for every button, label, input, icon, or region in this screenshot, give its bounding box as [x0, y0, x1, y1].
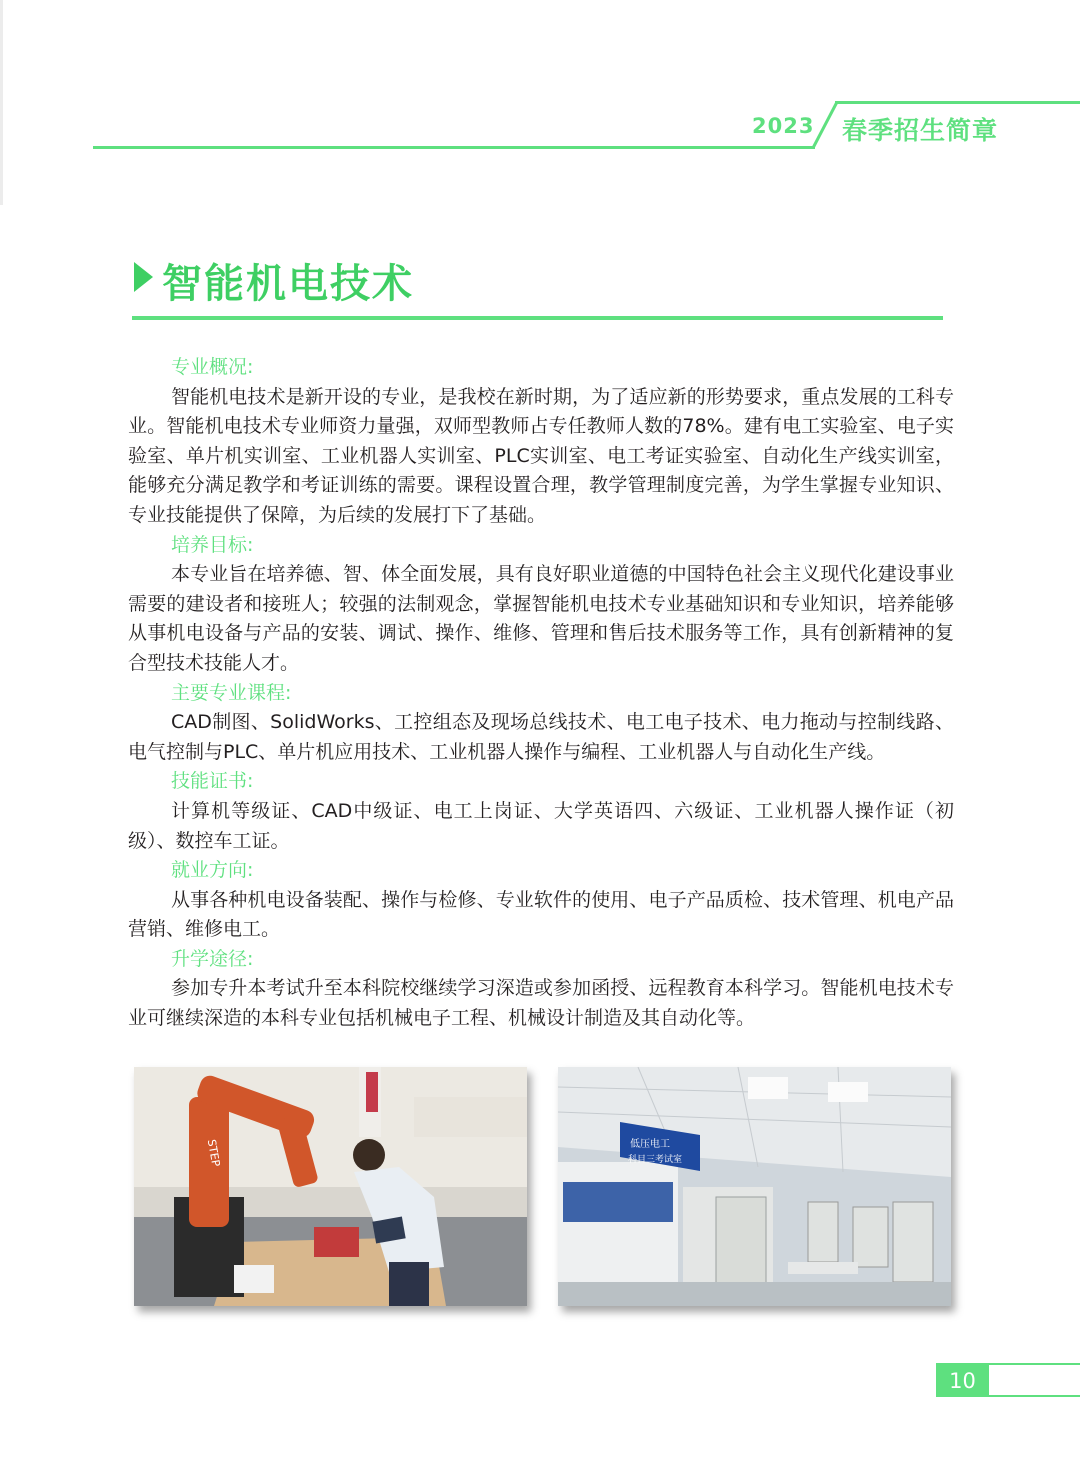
page-number-rule-top: [989, 1363, 1080, 1365]
training-goal-label: 培养目标:: [171, 533, 254, 556]
header-rule-right: [835, 101, 1080, 104]
training-goal-text: 本专业旨在培养德、智、体全面发展，具有良好职业道德的中国特色社会主义现代化建设事业需要的建设者和接班人；较强的法制观念，掌握智能机电技术专业基础知识和专业知识，培养能够从事机电设备与产品的安装、调试、操作、维修、管理和售后技术服务等工作，具有创新精神的复合型技术技能人才。: [128, 563, 954, 674]
title-arrow-icon: [134, 262, 153, 292]
employment-label: 就业方向:: [171, 859, 254, 882]
robot-arm-label: STEP: [204, 1138, 223, 1168]
further-study-label: 升学途径:: [171, 947, 254, 970]
title-underline: [132, 316, 943, 320]
further-study-text: 参加专升本考试升至本科院校继续学习深造或参加函授、远程教育本科学习。智能机电技术专业可继续深造的本科专业包括机械电子工程、机械设计制造及其自动化等。: [128, 977, 954, 1030]
page-number-rule-bottom: [989, 1395, 1080, 1397]
courses-text: CAD制图、SolidWorks、工控组态及现场总线技术、电工电子技术、电力拖动与控制线路、电气控制与PLC、单片机应用技术、工业机器人操作与编程、工业机器人与自动化生产线。: [128, 711, 954, 763]
certificates-label: 技能证书:: [171, 770, 254, 793]
employment-text: 从事各种机电设备装配、操作与检修、专业软件的使用、电子产品质检、技术管理、机电产品营销、维修电工。: [128, 888, 954, 941]
header-year: 2023: [752, 114, 815, 138]
courses-label: 主要专业课程:: [171, 681, 292, 704]
sign-line-2: 科目三考试室: [628, 1155, 683, 1165]
sign-line-1: 低压电工: [630, 1139, 670, 1150]
overview-label: 专业概况:: [171, 356, 254, 378]
robot-training-photo: [134, 1067, 527, 1306]
certificates-text: 计算机等级证、CAD中级证、电工上岗证、大学英语四、六级证、工业机器人操作证（初级）、数控车工证。: [128, 799, 954, 852]
header-title: 春季招生简章: [842, 116, 999, 145]
content-body: [128, 353, 954, 1034]
page-number: 10: [936, 1363, 989, 1397]
overview-text: 智能机电技术是新开设的专业，是我校在新时期，为了适应新的形势要求，重点发展的工科专业。智能机电技术专业师资力量强，双师型教师占专任教师人数的78%。建有电工实验室、电子实验室、单片机实训室、工业机器人实训室、PLC实训室、电工考证实验室、自动化生产线实训室，能够充分满足教学和考证训练的需要。课程设置合理，教学管理制度完善，为学生掌握专业知识、专业技能提供了保障，为后续的发展打下了基础。: [128, 385, 954, 526]
section-title: 智能机电技术: [162, 261, 414, 307]
electrician-exam-room-photo: [558, 1067, 951, 1306]
